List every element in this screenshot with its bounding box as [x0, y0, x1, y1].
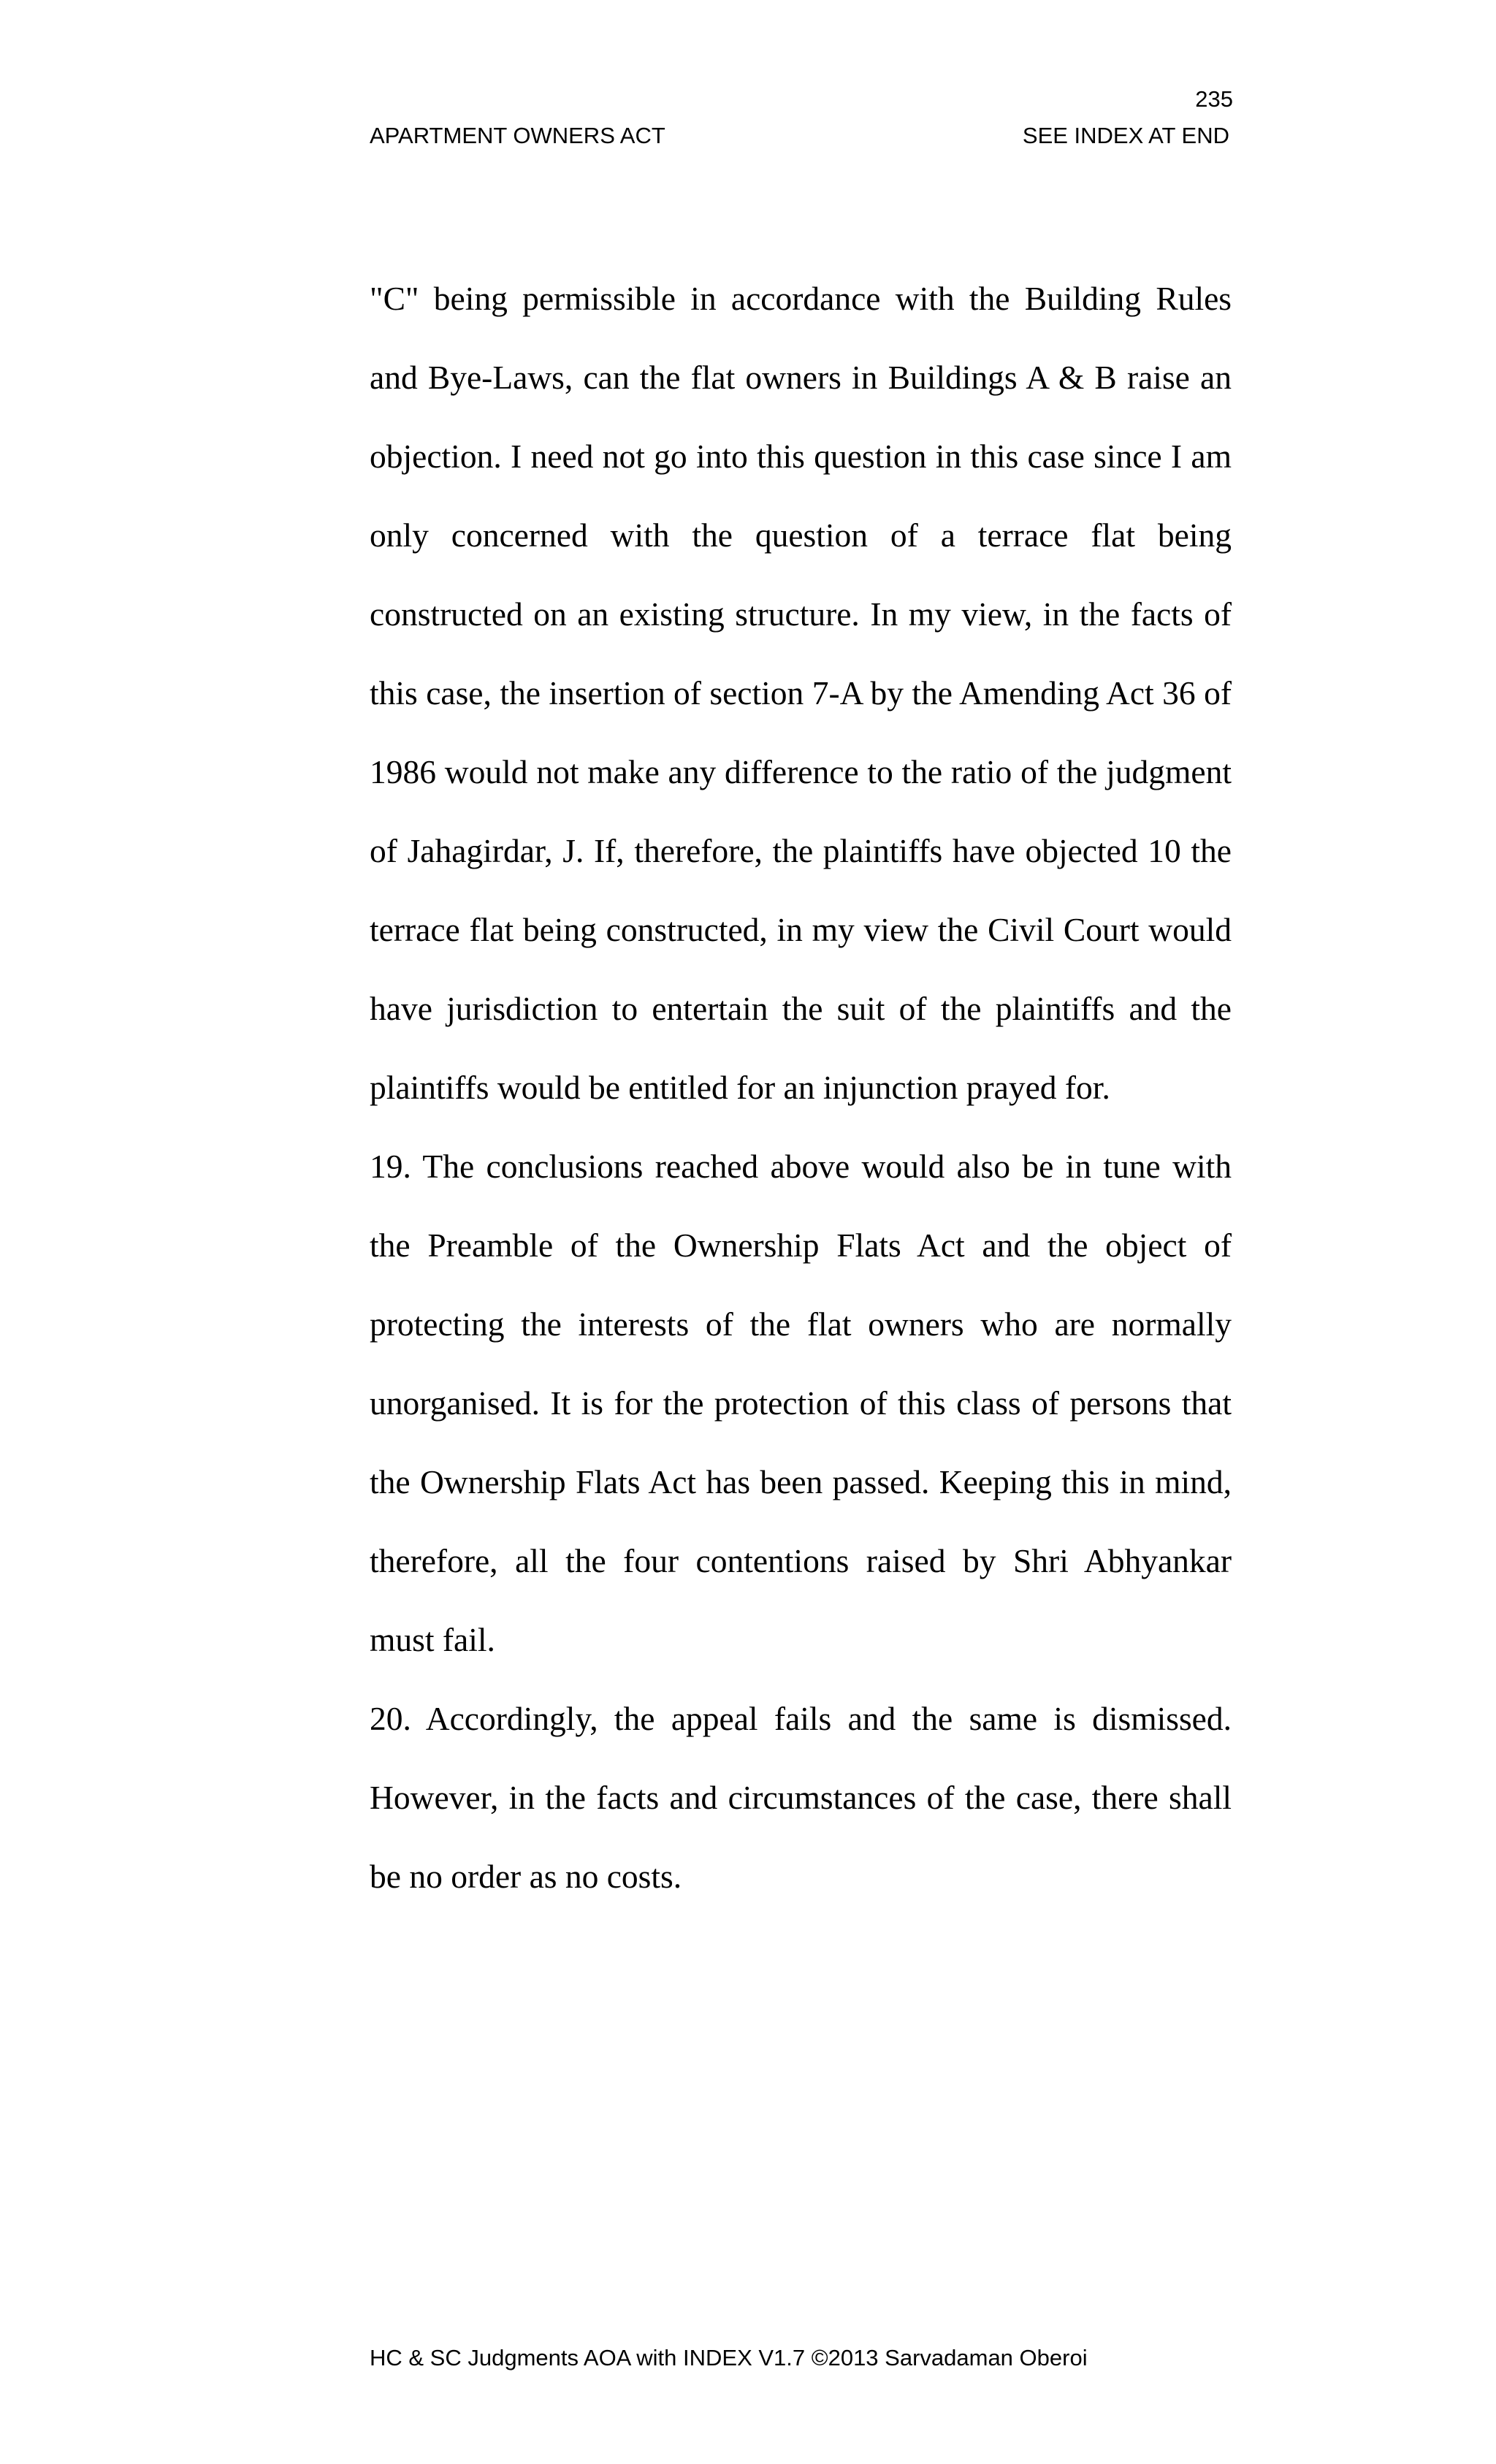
paragraph-19: 19. The conclusions reached above would also be in tune with the Preamble of the Ownership Flats Act and the object of protecting the interests of the flat owners who are normally unorganised. It is for the protection of this class of persons that the Ownership Flats Act has been passed. Keeping this in mind, therefore, all the four contentions raised by Shri Abhyankar must fail. — [370, 1148, 1232, 1658]
running-header-title: APARTMENT OWNERS ACT — [370, 123, 665, 148]
page-number: 235 — [1195, 86, 1233, 112]
page-footer: HC & SC Judgments AOA with INDEX V1.7 ©2013 Sarvadaman Oberoi — [370, 2345, 1088, 2370]
paragraph-20: 20. Accordingly, the appeal fails and the same is dismissed. However, in the facts and circumstances of the case, there shall be no order as no costs. — [370, 1700, 1232, 1895]
paragraph-continuation: "C" being permissible in accordance with the Building Rules and Bye-Laws, can the flat owners in Buildings A & B raise an objection. I need not go into this question in this case since I am only concerned with the question of a terrace flat being constructed on an existing structure. In my view, in the facts of this case, the insertion of section 7-A by the Amending Act 36 of 1986 would not make any difference to the ratio of the judgment of Jahagirdar, J. If, therefore, the plaintiffs have objected 10 the terrace flat being constructed, in my view the Civil Court would have jurisdiction to entertain the suit of the plaintiffs and the plaintiffs would be entitled for an injunction prayed for. — [370, 280, 1232, 1106]
document-body — [370, 259, 1232, 1916]
running-header-index-note: SEE INDEX AT END — [1022, 123, 1229, 148]
